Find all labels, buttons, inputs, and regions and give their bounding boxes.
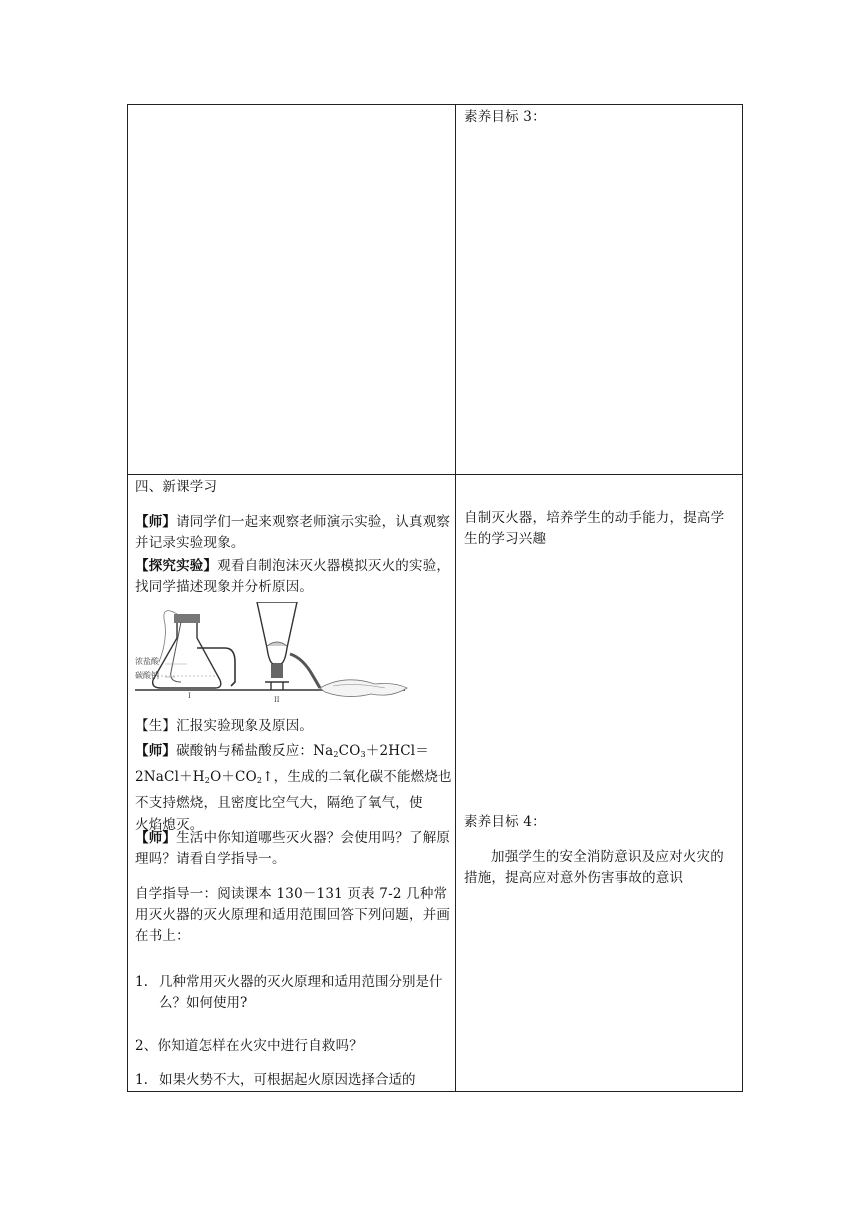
table-border-left xyxy=(127,104,128,1092)
paragraph-student xyxy=(135,716,453,737)
subscript: 2 xyxy=(204,776,211,785)
reaction-text: ↑，生成的二氧化碳不能燃烧也 xyxy=(262,769,452,785)
table-row-divider xyxy=(127,474,743,475)
goal4-label: 素养目标 4： xyxy=(464,814,546,830)
paragraph-text: 汇报实验现象及原因。 xyxy=(176,718,314,734)
answer-text: 如果火势不大，可根据起火原因选择合适的 xyxy=(159,1072,416,1088)
subscript: 2 xyxy=(256,776,263,785)
paragraph-text: 生活中你知道哪些灭火器？会使用吗？了解原理吗？请看自学指导一。 xyxy=(135,830,451,867)
paragraph-text: 观看自制泡沫灭火器模拟灭火的实验，找同学描述现象并分析原因。 xyxy=(135,558,451,595)
experiment-tag: 【探究实验】 xyxy=(135,558,218,574)
paragraph-text: 请同学们一起来观察老师演示实验，认真观察并记录实验现象。 xyxy=(135,514,451,551)
goal3-label: 素养目标 3： xyxy=(464,109,546,125)
question-2: 2、你知道怎样在火灾中进行自救吗？ xyxy=(135,1038,363,1054)
reaction-text: ＋2HCl＝ xyxy=(365,743,429,759)
table-border-right xyxy=(742,104,743,1092)
experiment-figure xyxy=(135,602,410,710)
paragraph-teacher-reaction xyxy=(135,740,453,836)
teacher-tag: 【师】 xyxy=(135,743,177,759)
question-1 xyxy=(135,972,453,1014)
reaction-text: 火焰熄灭。 xyxy=(135,817,204,833)
subscript: 2 xyxy=(333,750,339,759)
table-column-divider xyxy=(455,104,456,1092)
section-title: 四、新课学习 xyxy=(135,479,218,495)
goal4-text: 加强学生的安全消防意识及应对火灾的措施，提高应对意外伤害事故的意识 xyxy=(464,849,724,886)
teacher-tag: 【师】 xyxy=(135,830,177,846)
reaction-text: CO xyxy=(338,743,361,759)
reaction-text: 2NaCl＋H xyxy=(135,769,205,785)
answer-number: 1. xyxy=(135,1072,148,1088)
question-number: 1. xyxy=(135,974,148,990)
fire-extinguisher-diagram xyxy=(135,602,410,710)
subscript: 3 xyxy=(360,750,366,759)
goal-main-text: 自制灭火器，培养学生的动手能力，提高学生的学习兴趣 xyxy=(464,510,725,547)
paragraph-experiment xyxy=(135,556,453,598)
paragraph-teacher-question xyxy=(135,828,453,870)
paragraph-teacher-1 xyxy=(135,512,453,554)
student-tag: 【生】 xyxy=(135,718,177,734)
reaction-text: 不支持燃烧，且密度比空气大，隔绝了氧气，使 xyxy=(135,795,423,811)
label-flask-one: I xyxy=(188,692,191,700)
table-border-top xyxy=(127,104,743,105)
teacher-tag: 【师】 xyxy=(135,514,177,530)
question-text: 几种常用灭火器的灭火原理和适用范围分别是什么？如何使用? xyxy=(159,974,443,1011)
self-study-guide: 自学指导一：阅读课本 130－131 页表 7-2 几种常用灭火器的灭火原理和适用范围回答下列问题，并画在书上： xyxy=(135,886,451,944)
table-border-bottom xyxy=(127,1091,743,1092)
label-carbonate: 碳酸钠 xyxy=(135,671,159,680)
reaction-text: 碳酸钠与稀盐酸反应：Na xyxy=(176,743,334,759)
reaction-text: O＋CO xyxy=(210,769,257,785)
label-flask-two: II xyxy=(274,696,280,704)
label-acid: 浓盐酸 xyxy=(135,657,159,666)
answer-1 xyxy=(135,1070,453,1091)
